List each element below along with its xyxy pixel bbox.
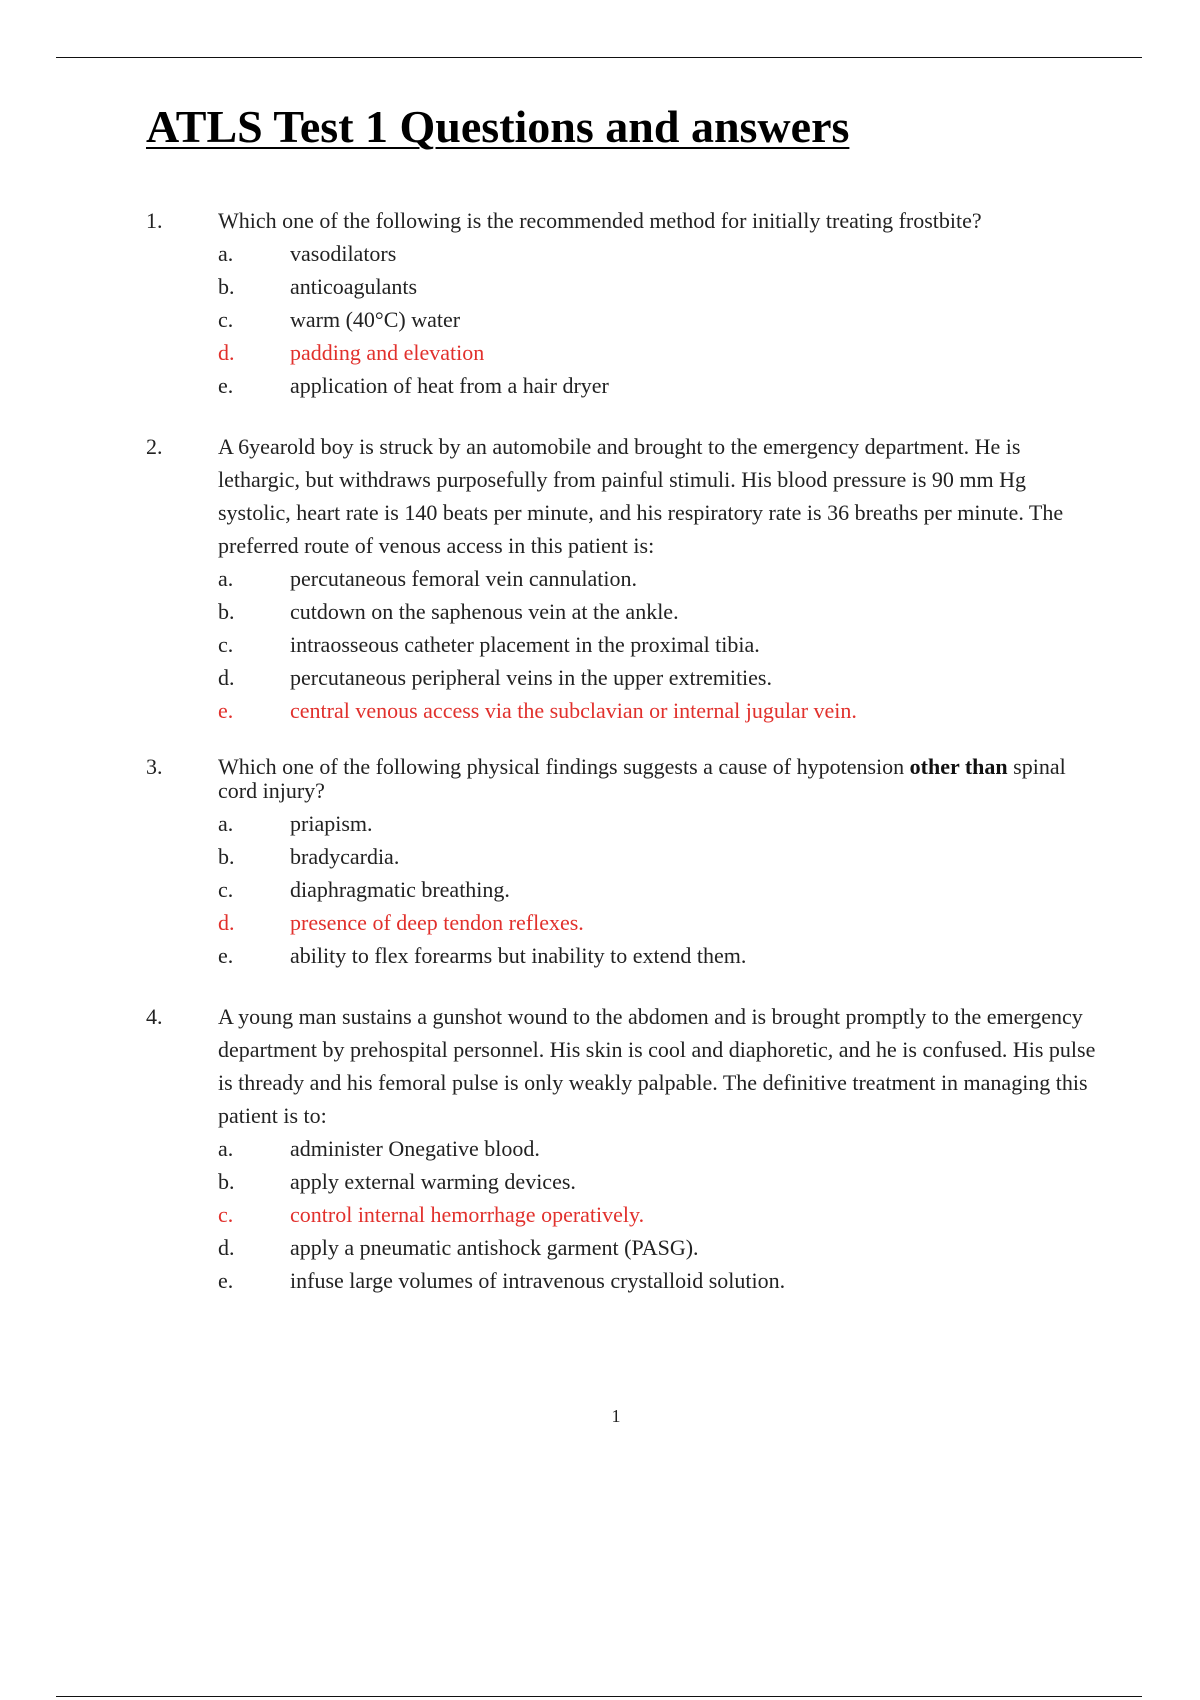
option-1d bbox=[146, 336, 1096, 369]
option-letter: b. bbox=[218, 274, 235, 299]
question-text: A 6yearold boy is struck by an automobile and brought to the emergency department. He is lethargic, but withdraws purposefully from painful stimuli. His blood pressure is 90 mm Hg systolic, heart rate is 140 beats per minute, and his respiratory rate is 36 breaths per minute. The preferred route of venous access in this patient is: bbox=[218, 434, 1064, 558]
option-letter: e. bbox=[218, 943, 234, 968]
question-text: Which one of the following is the recommended method for initially treating frostbite? bbox=[218, 208, 982, 233]
option-2d bbox=[146, 661, 1096, 694]
option-letter: e. bbox=[218, 373, 234, 398]
question-text: A young man sustains a gunshot wound to the abdomen and is brought promptly to the emergency department by prehospital personnel. His skin is cool and diaphoretic, and he is confused. His pulse is thready and his femoral pulse is only weakly palpable. The definitive treatment in managing this patient is to: bbox=[218, 1004, 1096, 1128]
question-number: 1. bbox=[146, 208, 163, 233]
option-2a bbox=[146, 562, 1096, 595]
option-text: priapism. bbox=[290, 811, 373, 836]
option-text: anticoagulants bbox=[290, 274, 418, 299]
option-text: diaphragmatic breathing. bbox=[290, 877, 510, 902]
option-letter: d. bbox=[218, 665, 235, 690]
option-4c bbox=[146, 1198, 1096, 1231]
question-1 bbox=[146, 204, 1096, 402]
option-2b bbox=[146, 595, 1096, 628]
question-text-start: Which one of the following physical findings suggests a cause of hypotension bbox=[218, 754, 910, 779]
option-text: cutdown on the saphenous vein at the ankle. bbox=[290, 599, 679, 624]
option-text: presence of deep tendon reflexes. bbox=[290, 910, 584, 935]
option-text: ability to flex forearms but inability to extend them. bbox=[290, 943, 747, 968]
option-list bbox=[146, 1132, 1096, 1297]
option-4b bbox=[146, 1165, 1096, 1198]
option-text: infuse large volumes of intravenous crystalloid solution. bbox=[290, 1268, 786, 1293]
option-list bbox=[146, 562, 1096, 727]
question-text-end: spinal cord injury? bbox=[218, 754, 1066, 803]
question-stem bbox=[146, 430, 1096, 562]
option-letter: c. bbox=[218, 1202, 234, 1227]
top-rule bbox=[56, 57, 1142, 58]
option-text: intraosseous catheter placement in the proximal tibia. bbox=[290, 632, 760, 657]
option-4d bbox=[146, 1231, 1096, 1264]
option-letter: a. bbox=[218, 566, 234, 591]
option-text: padding and elevation bbox=[290, 340, 485, 365]
option-2c bbox=[146, 628, 1096, 661]
question-stem bbox=[146, 755, 1096, 803]
option-text: control internal hemorrhage operatively. bbox=[290, 1202, 645, 1227]
option-3e bbox=[146, 939, 1096, 972]
question-number: 4. bbox=[146, 1004, 163, 1029]
option-letter: c. bbox=[218, 632, 234, 657]
question-4 bbox=[146, 1000, 1096, 1297]
option-text: vasodilators bbox=[290, 241, 397, 266]
option-list bbox=[146, 807, 1096, 972]
emphasis-text: other than bbox=[909, 754, 1008, 779]
option-letter: e. bbox=[218, 698, 234, 723]
option-text: application of heat from a hair dryer bbox=[290, 373, 609, 398]
question-2 bbox=[146, 430, 1096, 727]
option-text: bradycardia. bbox=[290, 844, 400, 869]
option-text: warm (40°C) water bbox=[290, 307, 461, 332]
option-letter: b. bbox=[218, 844, 235, 869]
option-letter: a. bbox=[218, 811, 234, 836]
option-1e bbox=[146, 369, 1096, 402]
option-text: central venous access via the subclavian or internal jugular vein. bbox=[290, 698, 857, 723]
option-letter: b. bbox=[218, 599, 235, 624]
question-stem bbox=[146, 1000, 1096, 1132]
option-1b bbox=[146, 270, 1096, 303]
option-text: percutaneous femoral vein cannulation. bbox=[290, 566, 637, 591]
option-1c bbox=[146, 303, 1096, 336]
question-number: 3. bbox=[146, 754, 163, 779]
option-1a bbox=[146, 237, 1096, 270]
option-letter: e. bbox=[218, 1268, 234, 1293]
option-4e bbox=[146, 1264, 1096, 1297]
question-stem bbox=[146, 204, 1096, 237]
option-letter: b. bbox=[218, 1169, 235, 1194]
option-list bbox=[146, 237, 1096, 402]
option-4a bbox=[146, 1132, 1096, 1165]
option-3d bbox=[146, 906, 1096, 939]
document-title: ATLS Test 1 Questions and answers bbox=[146, 101, 850, 152]
option-text: apply external warming devices. bbox=[290, 1169, 576, 1194]
option-3b bbox=[146, 840, 1096, 873]
option-letter: a. bbox=[218, 1136, 234, 1161]
option-letter: d. bbox=[218, 1235, 235, 1260]
question-number: 2. bbox=[146, 434, 163, 459]
bottom-rule bbox=[56, 1696, 1142, 1697]
option-letter: d. bbox=[218, 340, 235, 365]
question-3 bbox=[146, 755, 1096, 972]
option-text: apply a pneumatic antishock garment (PASG). bbox=[290, 1235, 699, 1260]
option-letter: d. bbox=[218, 910, 235, 935]
option-3a bbox=[146, 807, 1096, 840]
option-3c bbox=[146, 873, 1096, 906]
option-letter: a. bbox=[218, 241, 234, 266]
question-text bbox=[218, 754, 1066, 803]
option-letter: c. bbox=[218, 877, 234, 902]
page-number: 1 bbox=[611, 1406, 621, 1426]
question-list bbox=[146, 204, 1096, 1325]
option-letter: c. bbox=[218, 307, 234, 332]
option-text: administer Onegative blood. bbox=[290, 1136, 540, 1161]
option-text: percutaneous peripheral veins in the upper extremities. bbox=[290, 665, 772, 690]
option-2e bbox=[146, 694, 1096, 727]
